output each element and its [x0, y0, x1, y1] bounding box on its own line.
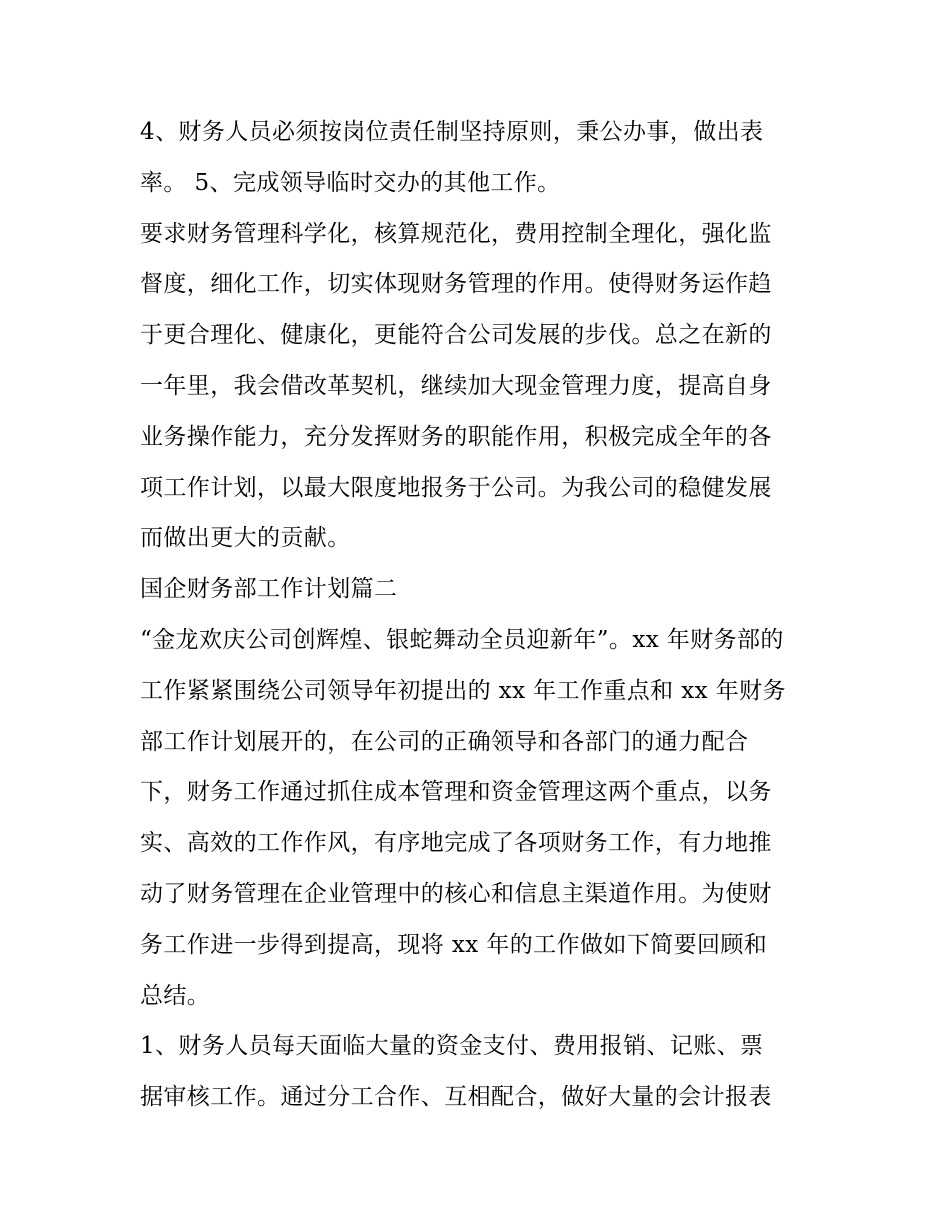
text-line: 1、财务人员每天面临大量的资金支付、费用报销、记账、票	[140, 1033, 764, 1060]
text-line: 工作紧紧围绕公司领导年初提出的 xx 年工作重点和 xx 年财务	[140, 677, 786, 704]
text-line: 据审核工作。通过分工合作、互相配合，做好大量的会计报表	[140, 1084, 772, 1111]
text-line: 业务操作能力，充分发挥财务的职能作用，积极完成全年的各	[140, 423, 772, 450]
text-line: 督度，细化工作，切实体现财务管理的作用。使得财务运作趋	[140, 271, 772, 298]
text-line: 项工作计划，以最大限度地报务于公司。为我公司的稳健发展	[140, 474, 772, 501]
text-line: 部工作计划展开的，在公司的正确领导和各部门的通力配合	[140, 728, 749, 755]
text-line: “金龙欢庆公司创辉煌、银蛇舞动全员迎新年”。xx 年财务部的	[140, 626, 784, 653]
text-line: 率。 5、完成领导临时交办的其他工作。	[140, 169, 561, 196]
text-line: 4、财务人员必须按岗位责任制坚持原则，秉公办事，做出表	[140, 119, 764, 145]
text-line: 要求财务管理科学化，核算规范化，费用控制全理化，强化监	[140, 220, 772, 247]
text-line: 一年里，我会借改革契机，继续加大现金管理力度，提高自身	[140, 372, 772, 399]
text-line: 下，财务工作通过抓住成本管理和资金管理这两个重点，以务	[140, 779, 772, 806]
document-body	[140, 107, 820, 1123]
text-line: 总结。	[140, 982, 211, 1009]
section-heading: 国企财务部工作计划篇二	[140, 576, 398, 603]
text-line: 动了财务管理在企业管理中的核心和信息主渠道作用。为使财	[140, 880, 772, 907]
text-line: 务工作进一步得到提高，现将 xx 年的工作做如下简要回顾和	[140, 931, 768, 958]
text-line: 于更合理化、健康化，更能符合公司发展的步伐。总之在新的	[140, 322, 772, 349]
text-line: 而做出更大的贡献。	[140, 525, 351, 552]
text-line: 实、高效的工作作风，有序地完成了各项财务工作，有力地推	[140, 830, 772, 857]
